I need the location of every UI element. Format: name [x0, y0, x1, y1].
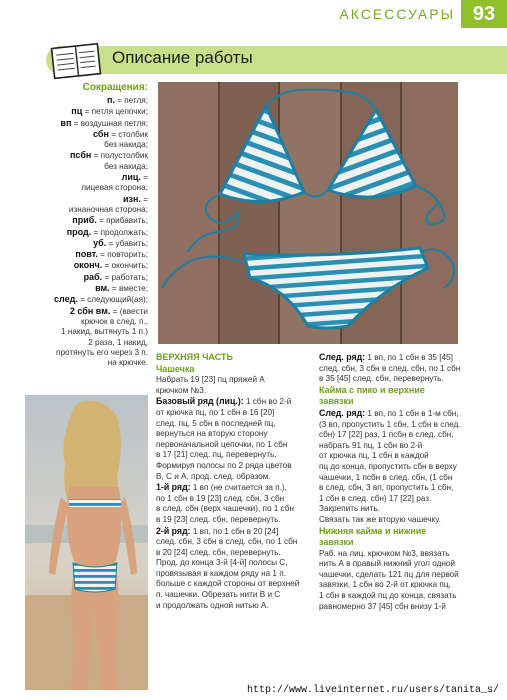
text-segment: без накида; — [104, 140, 148, 150]
text-segment: Связать так же вторую чашечку. — [319, 514, 441, 524]
text-line — [319, 408, 469, 420]
term: прод. — [66, 226, 92, 237]
text-segment: Формируя полосы по 2 ряда цветов — [156, 460, 292, 470]
text-line — [156, 515, 311, 526]
text-segment: след. пц, 5 сбн в последней пц, — [156, 418, 276, 428]
text-segment: в след. сбн, 3 вп, пропустить 1 сбн, — [319, 483, 454, 493]
text-line — [22, 129, 148, 140]
subheading: завязки — [319, 396, 354, 407]
text-line — [156, 601, 311, 612]
text-segment: первоначальной цепочки, по 1 сбн — [156, 439, 288, 449]
text-line — [156, 569, 311, 580]
text-segment: завязки, 1 сбн во 2-й от крючка пц, — [319, 580, 451, 590]
term: уб. — [93, 237, 107, 248]
term: след. — [53, 294, 78, 305]
term: раб. — [83, 271, 103, 282]
text-segment: чашечки, сделать 121 пц для первой — [319, 569, 459, 579]
text-segment: в 20 [24] след. сбн, перевернуть. — [156, 547, 281, 557]
text-line — [319, 483, 469, 494]
text-line — [319, 537, 469, 549]
text-line — [22, 150, 148, 161]
text-segment: = следующий(ая); — [77, 295, 148, 305]
text-line — [319, 462, 469, 473]
text-line — [156, 526, 311, 538]
text-line — [22, 227, 148, 238]
text-line — [319, 549, 469, 560]
text-segment: крючок в след. п., — [81, 316, 148, 326]
text-segment: по 1 сбн в 19 [23] след. сбн, 3 сбн — [156, 493, 285, 503]
term: лиц. — [121, 172, 141, 183]
text-line — [22, 338, 148, 348]
term: След. ряд: — [319, 407, 366, 418]
text-segment: Закрепить нить. — [319, 504, 380, 514]
text-line — [156, 429, 311, 440]
text-segment: 1 сбн в каждой пц до конца, связать — [319, 591, 457, 601]
text-segment: В, С и А, прод. след. образом. — [156, 471, 271, 481]
term: сбн — [93, 128, 109, 139]
text-segment: Набрать 19 [23] пц пряжей А — [156, 375, 265, 385]
term: 2 сбн вм. — [69, 305, 111, 316]
abbreviations-sidebar — [22, 82, 148, 368]
source-url: http://www.liveinternet.ru/users/tanita_s/ — [246, 685, 499, 696]
text-segment: в 19 [23] след. сбн, перевернуть. — [156, 514, 281, 524]
notebook-icon — [50, 40, 104, 80]
text-line — [156, 396, 311, 408]
text-segment: нить А в правый нижний угол одной — [319, 559, 456, 569]
text-line — [156, 590, 311, 601]
text-segment: в след. сбн (верх чашечки), по 1 сбн — [156, 504, 294, 514]
text-segment: 1 вп, по 1 сбн в 35 [45] — [365, 353, 453, 362]
text-line — [22, 205, 148, 215]
text-line — [156, 558, 311, 569]
text-segment: и продолжать одной нитью А. — [156, 600, 269, 610]
text-segment: Прод. до конца 3-й [4-й] полосы С, — [156, 558, 288, 568]
text-line — [319, 374, 469, 385]
text-line — [22, 140, 148, 150]
term: вп — [60, 117, 72, 128]
text-line — [22, 317, 148, 327]
text-line — [22, 95, 148, 106]
model-beach-photo — [25, 395, 148, 690]
text-segment: = окончить; — [102, 261, 148, 271]
term: изн. — [122, 193, 141, 204]
text-line — [319, 385, 469, 397]
text-line — [22, 118, 148, 129]
abbreviations-heading: Сокращения: — [82, 82, 148, 93]
text-line — [156, 461, 311, 472]
text-line — [319, 430, 469, 441]
text-line — [319, 396, 469, 408]
text-segment: вернуться на вторую сторону — [156, 429, 268, 439]
text-segment: от крючка пц, 1 сбн в каждой — [319, 451, 429, 461]
text-segment: = воздушная петля; — [71, 118, 148, 128]
text-line — [22, 249, 148, 260]
text-segment: = полустолбик — [91, 151, 148, 161]
text-line — [319, 602, 469, 613]
term: 2-й ряд: — [156, 525, 191, 536]
text-segment: = повторить; — [97, 250, 148, 260]
text-line — [156, 494, 311, 505]
text-line — [22, 283, 148, 294]
text-segment: 1 вп (не считается за п.), — [190, 483, 287, 493]
text-line — [156, 537, 311, 548]
text-segment: 1 сбн во 2-й — [243, 397, 292, 407]
text-segment: провязывая в каждом ряду на 1 п. — [156, 568, 286, 578]
term: 1-й ряд: — [156, 482, 191, 493]
text-line — [22, 194, 148, 205]
text-line — [156, 419, 311, 430]
text-segment: = (ввести — [110, 306, 148, 316]
term: вм. — [95, 283, 110, 294]
text-line — [319, 559, 469, 570]
subheading: ВЕРХНЯЯ ЧАСТЬ — [156, 352, 233, 362]
text-line — [319, 451, 469, 462]
text-line — [319, 526, 469, 538]
text-segment: набрать 91 пц, 1 сбн во 2-й — [319, 440, 423, 450]
text-segment: = — [140, 194, 148, 204]
text-line — [156, 472, 311, 483]
subheading: завязки — [319, 537, 354, 548]
text-line — [156, 440, 311, 451]
bikini-photo — [158, 82, 458, 344]
text-segment: = убавить; — [106, 238, 148, 248]
text-segment: на крючке. — [107, 358, 148, 368]
text-segment: = петля; — [114, 96, 148, 105]
text-segment: сбн) 17 [22] раз, 1 псбн в след. сбн, — [319, 430, 454, 440]
text-line — [22, 106, 148, 117]
text-segment: след. сбн, 3 сбн в след. сбн, по 1 сбн — [156, 537, 298, 547]
text-segment: Раб. на лиц. крючком №3, ввязать — [319, 548, 450, 558]
text-segment: = продолжать; — [91, 227, 148, 237]
text-segment: от крючка пц, по 1 сбн в 16 [20] — [156, 407, 275, 417]
text-line — [22, 162, 148, 172]
text-segment: = прибавить; — [96, 216, 148, 226]
term: След. ряд: — [319, 352, 366, 362]
term: приб. — [72, 215, 97, 226]
text-line — [156, 504, 311, 515]
text-line — [319, 494, 469, 505]
text-segment: больше с каждой стороны от верхней — [156, 579, 300, 589]
text-segment: чашечки, 1 псбн в след. сбн, (1 сбн — [319, 472, 453, 482]
text-line — [22, 238, 148, 249]
term: пц — [71, 106, 83, 117]
text-line — [319, 580, 469, 591]
text-line — [156, 352, 311, 364]
term: повт. — [75, 249, 98, 260]
text-line — [22, 172, 148, 183]
text-line — [319, 504, 469, 515]
text-column-1 — [156, 352, 311, 611]
text-segment: 1 вп, по 1 сбн в 1-м сбн, — [365, 408, 459, 418]
text-segment: протянуть его через 3 п. — [56, 347, 148, 357]
text-line — [22, 348, 148, 358]
text-segment: = — [140, 173, 148, 183]
text-line — [319, 473, 469, 484]
text-line — [319, 441, 469, 452]
text-segment: 1 вп, по 1 сбн в 20 [24] — [190, 526, 279, 536]
text-segment: изнаночная сторона; — [68, 204, 148, 214]
text-segment: 1 накид, вытянуть 1 п.) — [61, 327, 148, 337]
text-segment: = столбик — [108, 129, 148, 139]
term: п. — [106, 95, 115, 105]
text-line — [156, 450, 311, 461]
text-line — [22, 183, 148, 193]
text-line — [156, 386, 311, 397]
text-line — [319, 515, 469, 526]
text-line — [319, 364, 469, 375]
text-segment: в 17 [21] след. пц, перевернуть. — [156, 450, 277, 460]
text-line — [319, 352, 469, 364]
page-number: 93 — [461, 0, 507, 28]
text-segment: п. чашечки. Обрезать нити В и С — [156, 590, 281, 600]
subheading: Нижняя кайма и нижние — [319, 525, 427, 536]
section-title: АКСЕССУАРЫ — [339, 6, 455, 22]
text-segment: в 35 [45] след. сбн, перевернуть. — [319, 374, 444, 384]
text-segment: равномерно 37 [45] сбн внизу 1-й — [319, 601, 446, 611]
text-segment: лицевая сторона; — [81, 183, 148, 193]
text-segment: след. сбн, 3 сбн в след. сбн, по 1 сбн — [319, 363, 461, 373]
text-line — [319, 591, 469, 602]
text-line — [22, 327, 148, 337]
text-line — [22, 215, 148, 226]
text-segment: крючком №3. — [156, 385, 207, 395]
text-column-2 — [319, 352, 469, 612]
text-line — [22, 294, 148, 305]
text-line — [156, 579, 311, 590]
text-segment: = петля цепочки; — [82, 107, 148, 117]
term: псбн — [70, 150, 92, 161]
text-segment: 1 сбн в след. сбн) 17 [22] раз. — [319, 493, 432, 503]
text-segment: (3 вп, пропустить 1 сбн, 1 сбн в след. — [319, 419, 461, 429]
text-line — [319, 570, 469, 581]
text-line — [22, 260, 148, 271]
term: Базовый ряд (лиц.): — [156, 396, 244, 407]
text-line — [319, 420, 469, 431]
text-segment: = работать; — [102, 272, 148, 282]
subheading: Чашечка — [156, 363, 195, 374]
text-line — [22, 272, 148, 283]
text-segment: без накида; — [104, 161, 148, 171]
text-line — [156, 364, 311, 376]
text-line — [156, 548, 311, 559]
text-line — [22, 358, 148, 368]
text-line — [156, 408, 311, 419]
text-line — [156, 375, 311, 386]
page-title: Описание работы — [112, 48, 253, 67]
term: оконч. — [73, 260, 103, 271]
text-segment: = вместе; — [109, 284, 148, 294]
text-segment: пц до конца, пропустить сбн в верху — [319, 461, 457, 471]
subheading: Кайма с пико и верхние — [319, 384, 425, 395]
text-line — [156, 482, 311, 494]
text-line — [22, 306, 148, 317]
text-segment: 2 раза, 1 накид, — [88, 337, 148, 347]
